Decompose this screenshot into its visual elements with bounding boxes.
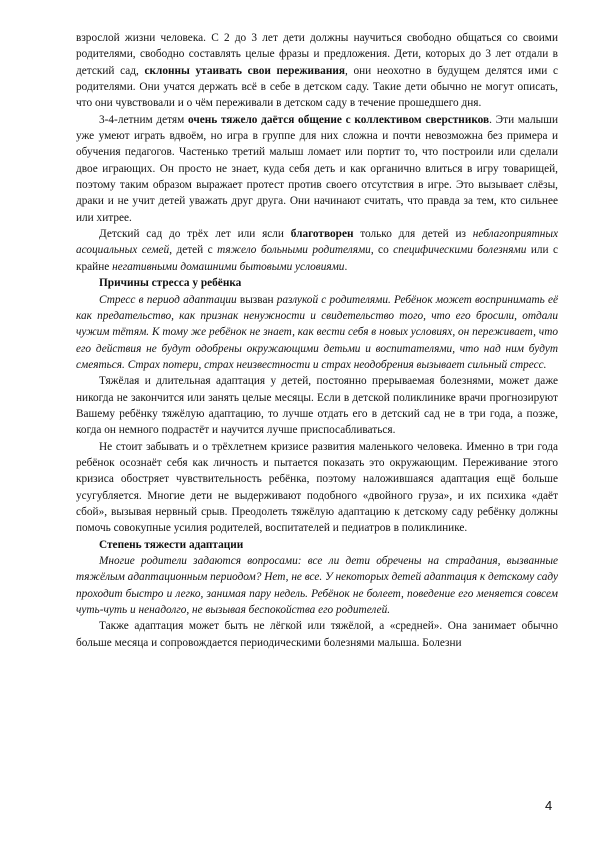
emphasis-bold: благотворен (290, 228, 354, 241)
document-body (76, 30, 558, 651)
emphasis-italic: тяжело больными родителями (217, 244, 371, 257)
emphasis-bold: склонны утаивать свои переживания (144, 64, 345, 77)
paragraph-three-year-crisis: Не стоит забывать и о трёхлетнем кризисе развития маленького человека. Именно в три года ребёнок осознаёт себя как личность и пытается показать это окружающим. Переживание этого кризиса обостряет чувствительность ребёнка, поэтому наложившаяся адаптация ещё больше усугубляется. Многие дети не выдерживают подобного «двойного груза», и их психика «даёт сбой», вызывая нервный срыв. Преодолеть тяжёлую адаптацию к детскому саду ребёнку должны помочь совокупные усилия родителей, воспитателей и педиатров в поликлинике. (76, 440, 558, 535)
emphasis-italic: разлукой с родителями. Ребёнок может воспринимать её как предательство, как признак ненужности и свидетельство того, что его бросили, отдали чужим тётям. К тому же ребёнок не знает, как вести себя в новых условиях, он переживает, что его действия не будут одобрены окружающими детьми и воспитателями, что над ним будут смеяться. Страх потери, страх неизвестности и страх неодобрения вызывает сильный стресс. (76, 293, 559, 371)
paragraph-nursery: Детский сад до трёх лет или ясли благотворен только для детей из неблагоприятных асоциальных семей, детей с тяжело больными родителями, со специфическими болезнями или с крайне негативными домашними бытовыми условиями. (76, 228, 559, 273)
paragraph-medium-adaptation: Также адаптация может быть не лёгкой или тяжёлой, а «средней». Она занимает обычно больше месяца и сопровождается периодическими болезнями малыша. Болезни (76, 620, 558, 649)
paragraph-parents-questions (76, 553, 558, 618)
paragraph-hard-adaptation: Тяжёлая и длительная адаптация у детей, постоянно прерываемая болезнями, может даже никогда не закончится или занять целые месяцы. Если в детской поликлинике врачи прогнозируют Вашему ребёнку тяжёлую адаптацию, то лучше отдать его в детский сад не в три года, а позже, когда он немного подрастёт и научится лучше приспосабливаться. (76, 375, 558, 437)
emphasis-italic: неблагоприятных асоциальных семей (76, 228, 559, 257)
paragraph-3-4-years: 3-4-летним детям очень тяжело даётся общение с коллективом сверстников. Эти малыши уже умеют играть вдвоём, но игра в группе для них сложна и почти невозможна без примера и обучения педагогов. Частенько третий малыш ломает или портит то, что построили или сделали двое играющих. Он просто не знает, куда себя деть и как органично влиться в игру товарищей, поэтому таким образом выражает протест против своего отсутствия в игре. Это вызывает слёзы, драки и не учит детей уважать друг друга. Они начинают считать, что правда за тем, кто сильнее или хитрее. (76, 113, 558, 224)
emphasis-italic: негативными домашними бытовыми условиями (112, 260, 345, 273)
paragraph-stress: Стресс в период адаптации вызван разлукой с родителями. Ребёнок может воспринимать её как предательство, как признак ненужности и свидетельство того, что его бросили, отдали чужим тётям. К тому же ребёнок не знает, как вести себя в новых условиях, он переживает, что его действия не будут одобрены окружающими детьми и воспитателями, что над ним будут смеяться. Страх потери, страх неизвестности и страх неодобрения вызывает сильный стресс. (76, 293, 559, 371)
section-heading-adaptation-severity: Степень тяжести адаптации (99, 538, 244, 551)
emphasis-italic: Многие родители задаются вопросами: все ли дети обречены на страдания, вызванные тяжёлым адаптационным периодом? Нет, не все. У некоторых детей адаптация к детскому саду проходит быстро и легко, занимая пару недель. Ребёнок не болеет, поведение его меняется совсем чуть-чуть и ненадолго, не вызывая беспокойства его родителей. (76, 555, 558, 617)
emphasis-italic: специфическими болезнями (393, 244, 527, 257)
page-number: 4 (545, 798, 553, 813)
emphasis-bold: очень тяжело даётся общение с коллективом сверстников (187, 113, 490, 126)
section-heading-stress-causes: Причины стресса у ребёнка (99, 277, 242, 290)
paragraph-intro: взрослой жизни человека. С 2 до 3 лет дети должны научиться свободно общаться со своими родителями, свободно составлять целые фразы и предложения. Дети, которых до 3 лет отдали в детский сад, склонны утаивать свои переживания, они неохотно в будущем делятся ими с родителями. Они учатся держать всё в себе в детском саду. Такие дети обычно не могут описать, что они чувствовали и о чём переживали в детском саду в течение прошедшего дня. (76, 32, 558, 110)
emphasis-italic: Стресс в период адаптации (99, 293, 237, 306)
